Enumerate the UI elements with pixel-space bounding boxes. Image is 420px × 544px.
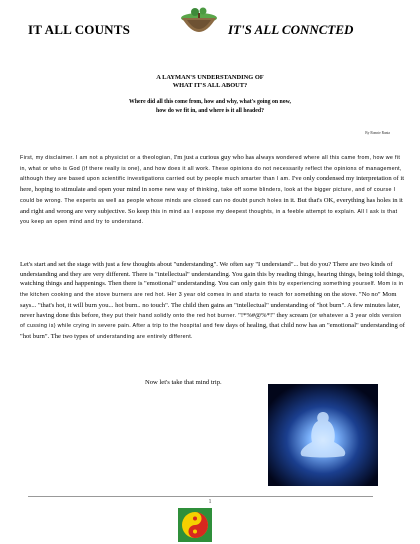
document-title: [0, 74, 420, 90]
document-subtitle: [0, 98, 420, 115]
floating-island-logo: [177, 2, 221, 46]
text-run: (or whatever a 3 year olds version of cussing is) while crying in severe pain. After a trip to the hospital and few: [20, 312, 402, 330]
text-run: "!*%#@%*!" they scream: [236, 311, 310, 319]
author-byline: By Ronnie Ranta: [365, 131, 390, 135]
text-run: I'm just a curious guy who has always: [172, 154, 275, 161]
subtitle-line: Where did all this come from, how and why, what's going on now,: [129, 99, 291, 105]
text-run: they put their hand solidly onto the red hot burner.: [101, 312, 237, 319]
header-right-title: IT'S ALL CONNCTED: [228, 22, 354, 37]
paragraph-disclaimer: [20, 153, 408, 228]
title-line: A LAYMAN'S UNDERSTANDING OF: [156, 74, 264, 81]
title-line: WHAT IT'S ALL ABOUT?: [172, 82, 248, 89]
text-run: ething on the stove. "No no" Mom says... "that's hot, it will burn you... hot burn.. no touch". The child then gains an "intellectual" understanding of "hot burn". A few minutes later, never having done this before,: [20, 291, 401, 319]
text-run: days of healing, that child now has an "emotional" understanding of "hot burn". The two types: [20, 322, 405, 340]
footer-divider: [28, 496, 373, 497]
text-run: wondered where all this came from, how we fit in, what or who is God (if there really is one), and how does it all work. These opinions do not necessarily reflect the opinions of management, although they are based upon scientific investigations carried out by people much smarter than I am.: [20, 155, 402, 183]
text-run: First, my disclaimer. I am not a physicist or a theologian,: [20, 155, 173, 161]
closing-line: Now let's take that mind trip.: [145, 379, 222, 386]
yin-yang-icon: [178, 508, 212, 542]
text-run: some new way of thinking, take off some blinders, look at the bigger picture, and of course I could be wrong. The experts as well as people whose minds are closed can no doubt punch holes: [20, 187, 396, 204]
text-run: this in mind as I expose my deepest thoughts, in a feeble attempt to explain. All I ask is that you keep an open mind and try to understand.: [20, 208, 398, 226]
text-run: Let's start and set the stage with just a few thoughts about "understanding". We often say "I understand"... but do you? There are two kinds of understanding and they are very different. There is "intellectual" understanding. You gain this by reading things, hearing things, being told things, watching things and happenings. Then there is "emotional" understanding. You can only: [20, 261, 405, 288]
paragraph-understanding: [20, 260, 408, 343]
text-run: gain this by experiencing something yourself. Mom is in the kitchen cooking and the stove burners are red hot. Her 3 year old comes in and starts to reach for som: [20, 281, 404, 299]
meditating-glow-image: [268, 384, 378, 486]
subtitle-line: how do we fit in, and where is it all headed?: [156, 107, 264, 114]
header-left-title: IT ALL COUNTS: [28, 22, 131, 37]
text-run: I've only condensed my interpretation of it here, hoping to stimulate and open your mind in: [20, 175, 405, 194]
text-run: of understanding are entirely different.: [89, 333, 193, 340]
text-run: in it. But that's OK, everything has holes in it and right and wrong are very subjective. So keep: [20, 196, 403, 215]
page-number: 1: [208, 499, 212, 505]
